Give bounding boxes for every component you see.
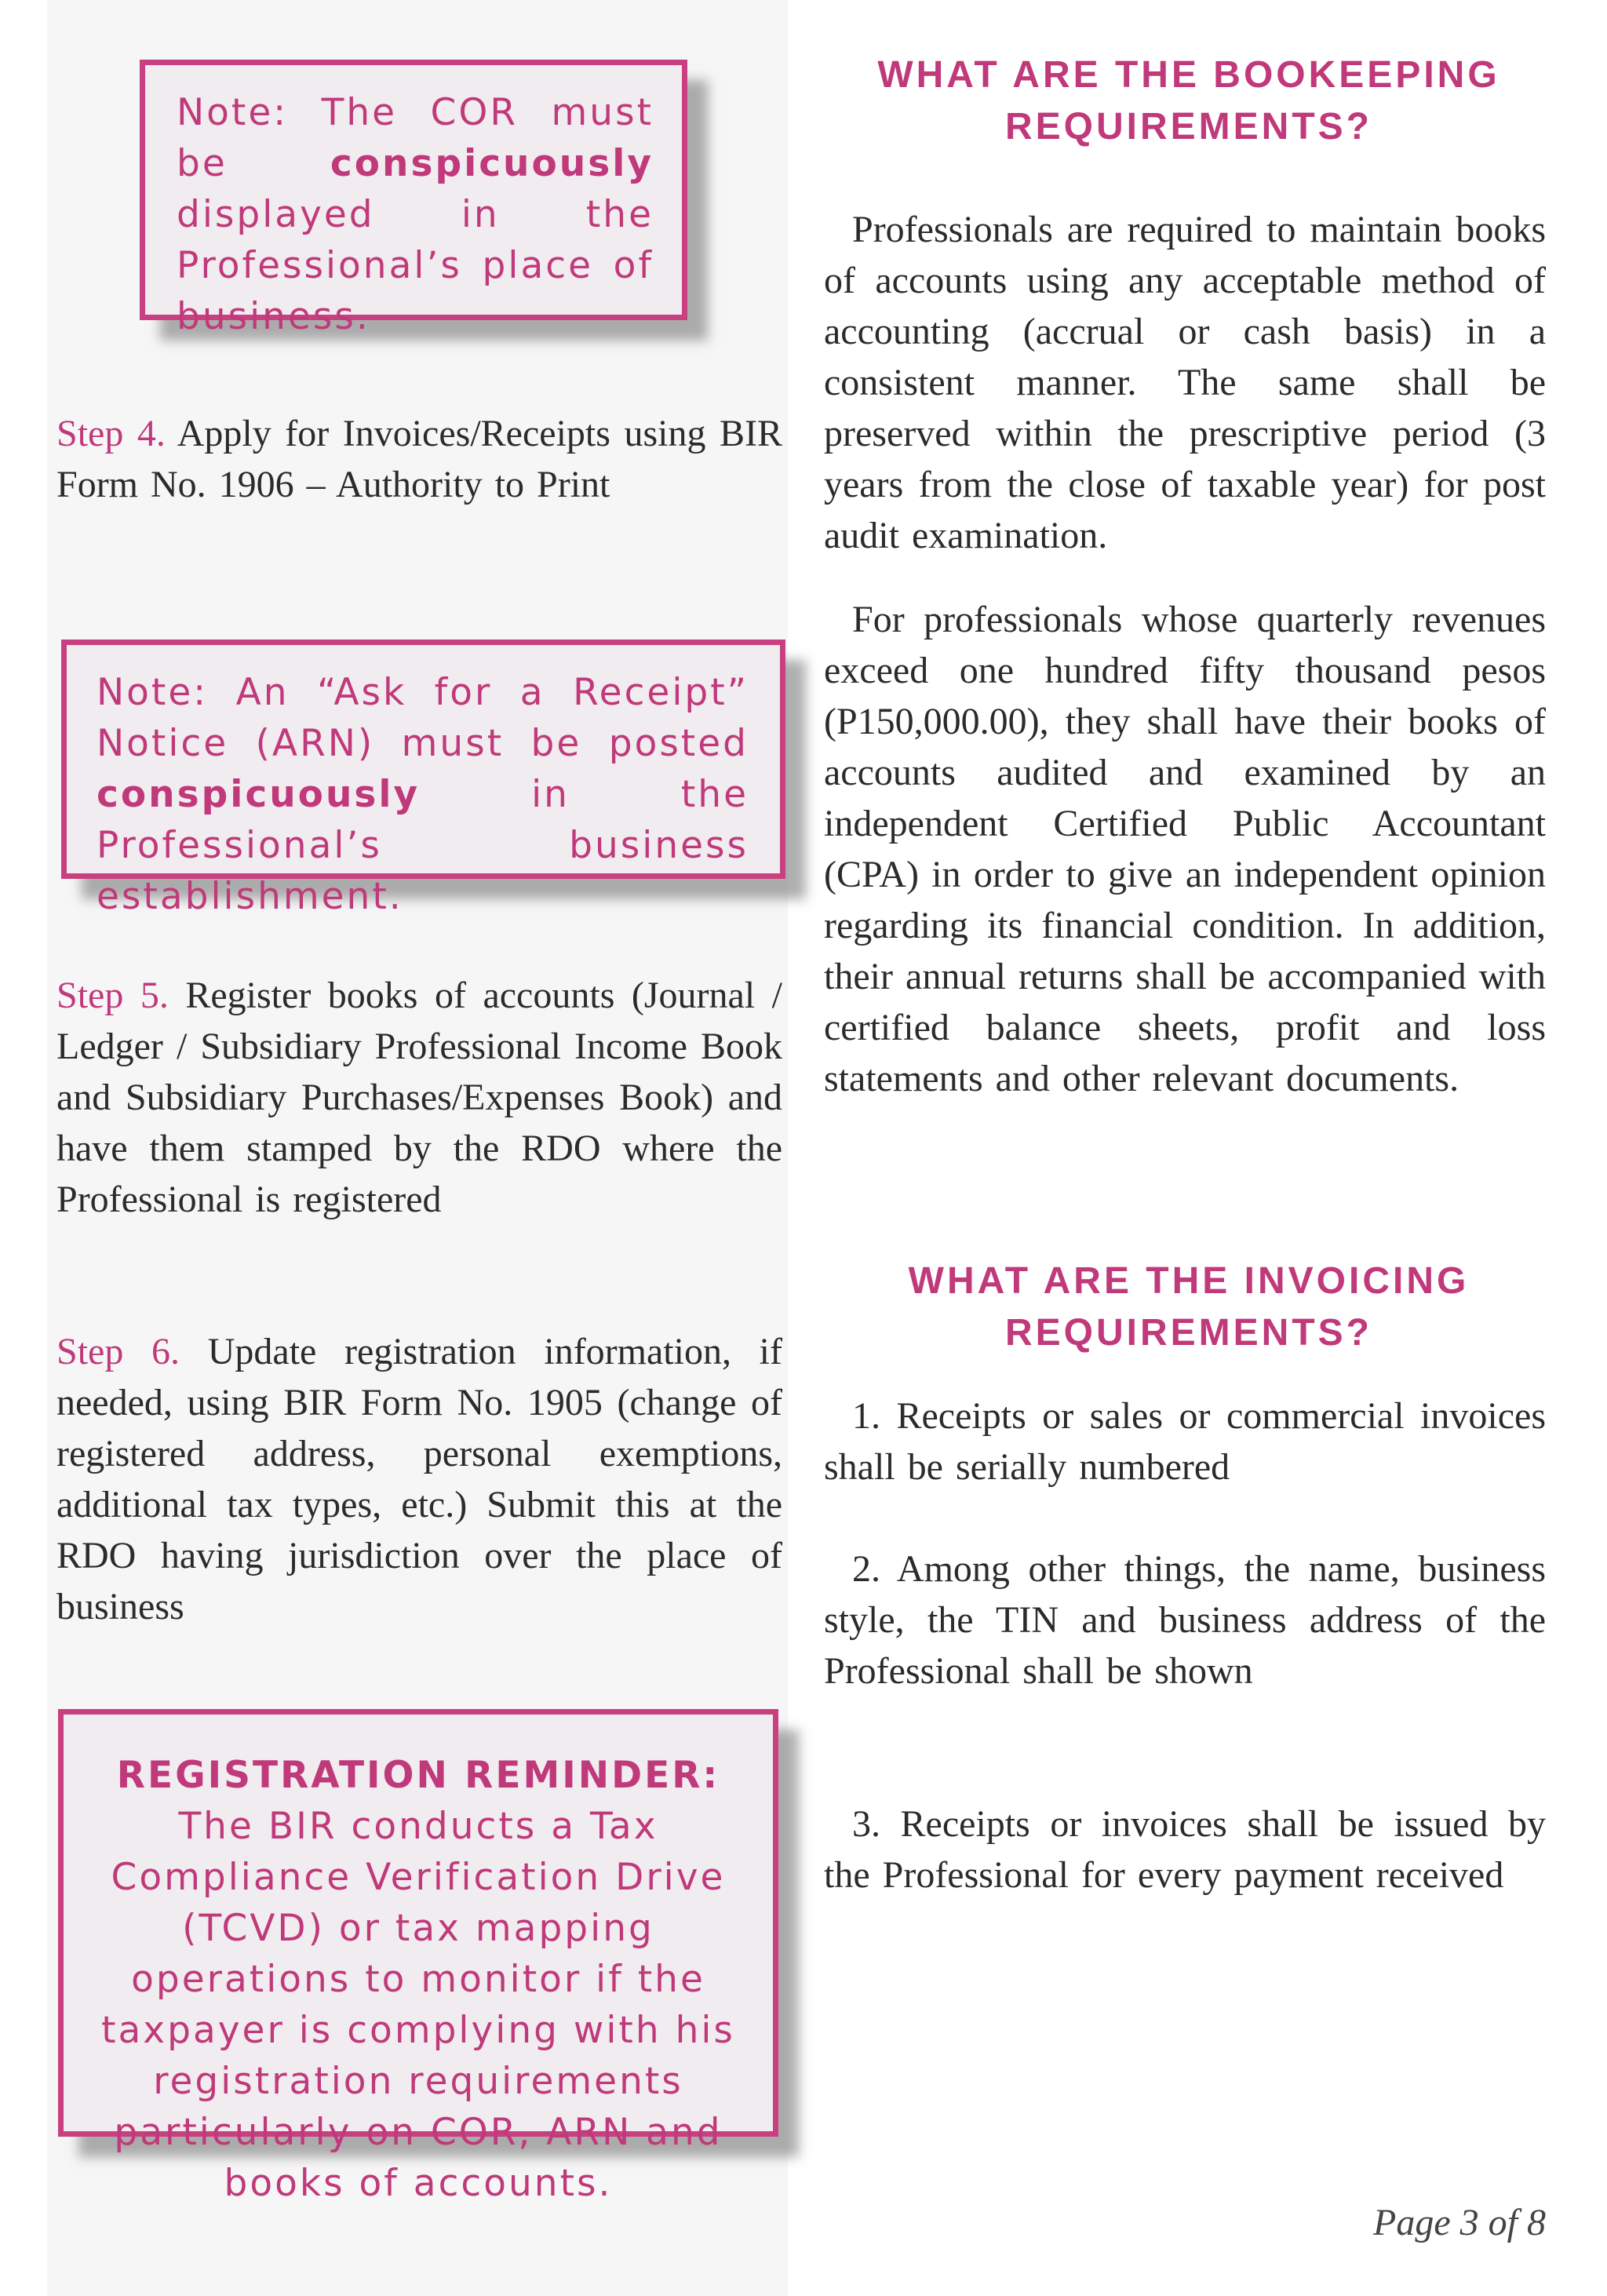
bookkeeping-heading (824, 49, 1554, 153)
step-4-label: Step 4. (56, 413, 166, 454)
bookkeeping-paragraph-2: For professionals whose quarterly revenues exceed one hundred fifty thousand pesos (P150,000.00), they shall have their books of accounts audited and examined by an independent Certified Public Accountant (CPA) in order to give an independent opinion regarding its financial condition. In addition, their annual returns shall be accompanied with certified balance sheets, profit and loss statements and other relevant documents. (824, 599, 1546, 1099)
invoicing-item: 1. Receipts or sales or commercial invoices shall be serially numbered (824, 1395, 1546, 1488)
cor-note-box (140, 60, 687, 338)
arn-note-emphasis: conspicuously (97, 773, 421, 816)
invoicing-heading-line1: WHAT ARE THE INVOICING (908, 1260, 1470, 1302)
step-6-text: Update registration information, if needed, using BIR Form No. 1905 (change of registered address, personal exemptions, additional tax types, etc.) Submit this at the RDO having jurisdiction over the place of business (56, 1331, 782, 1627)
bookkeeping-paragraph-1: Professionals are required to maintain books of accounts using any acceptable method of accounting (accrual or cash basis) in a consistent manner. The same shall be preserved within the prescriptive period (3 years from the close of taxable year) for post audit examination. (824, 209, 1546, 556)
cor-note-prefix: Note: The COR must be (177, 91, 654, 185)
arn-note-prefix: Note: An “Ask for a Receipt” Notice (ARN) must be posted (97, 671, 749, 765)
arn-note-text (97, 667, 749, 922)
registration-reminder-box (58, 1709, 778, 2205)
cor-note-suffix: displayed in the Professional’s place of business. (177, 193, 654, 338)
cor-note-text (177, 87, 654, 342)
invoicing-heading (824, 1256, 1554, 1359)
step-6-paragraph (56, 1326, 782, 1632)
registration-reminder-text: The BIR conducts a Tax Compliance Verification Drive (TCVD) or tax mapping operations to monitor if the taxpayer is complying with his registration requirements particularly on COR, ARN and books of accounts. (101, 1805, 735, 2205)
step-5-text: Register books of accounts (Journal / Ledger / Subsidiary Professional Income Book and Subsidiary Purchases/Expenses Book) and have them stamped by the RDO where the Professional is registered (56, 975, 782, 1220)
arn-note-box (61, 640, 785, 918)
bookkeeping-heading-line2: REQUIREMENTS? (1004, 106, 1372, 148)
step-5-label: Step 5. (56, 975, 169, 1016)
invoicing-heading-line2: REQUIREMENTS? (1004, 1312, 1372, 1354)
bookkeeping-heading-line1: WHAT ARE THE BOOKEEPING (877, 54, 1500, 96)
step-4-paragraph (56, 408, 782, 510)
registration-reminder-title: REGISTRATION REMINDER: (116, 1754, 720, 1797)
page-number: Page 3 of 8 (1373, 2202, 1546, 2243)
step-4-text: Apply for Invoices/Receipts using BIR Form No. 1906 – Authority to Print (56, 413, 783, 505)
step-5-paragraph (56, 970, 782, 1225)
step-6-label: Step 6. (56, 1331, 180, 1372)
cor-note-emphasis: conspicuously (330, 142, 654, 185)
invoicing-item: 2. Among other things, the name, business style, the TIN and business address of the Professional shall be shown (824, 1548, 1546, 1692)
invoicing-item: 3. Receipts or invoices shall be issued by the Professional for every payment received (824, 1803, 1546, 1896)
arn-note-suffix: in the Professional’s business establishment. (97, 773, 749, 918)
